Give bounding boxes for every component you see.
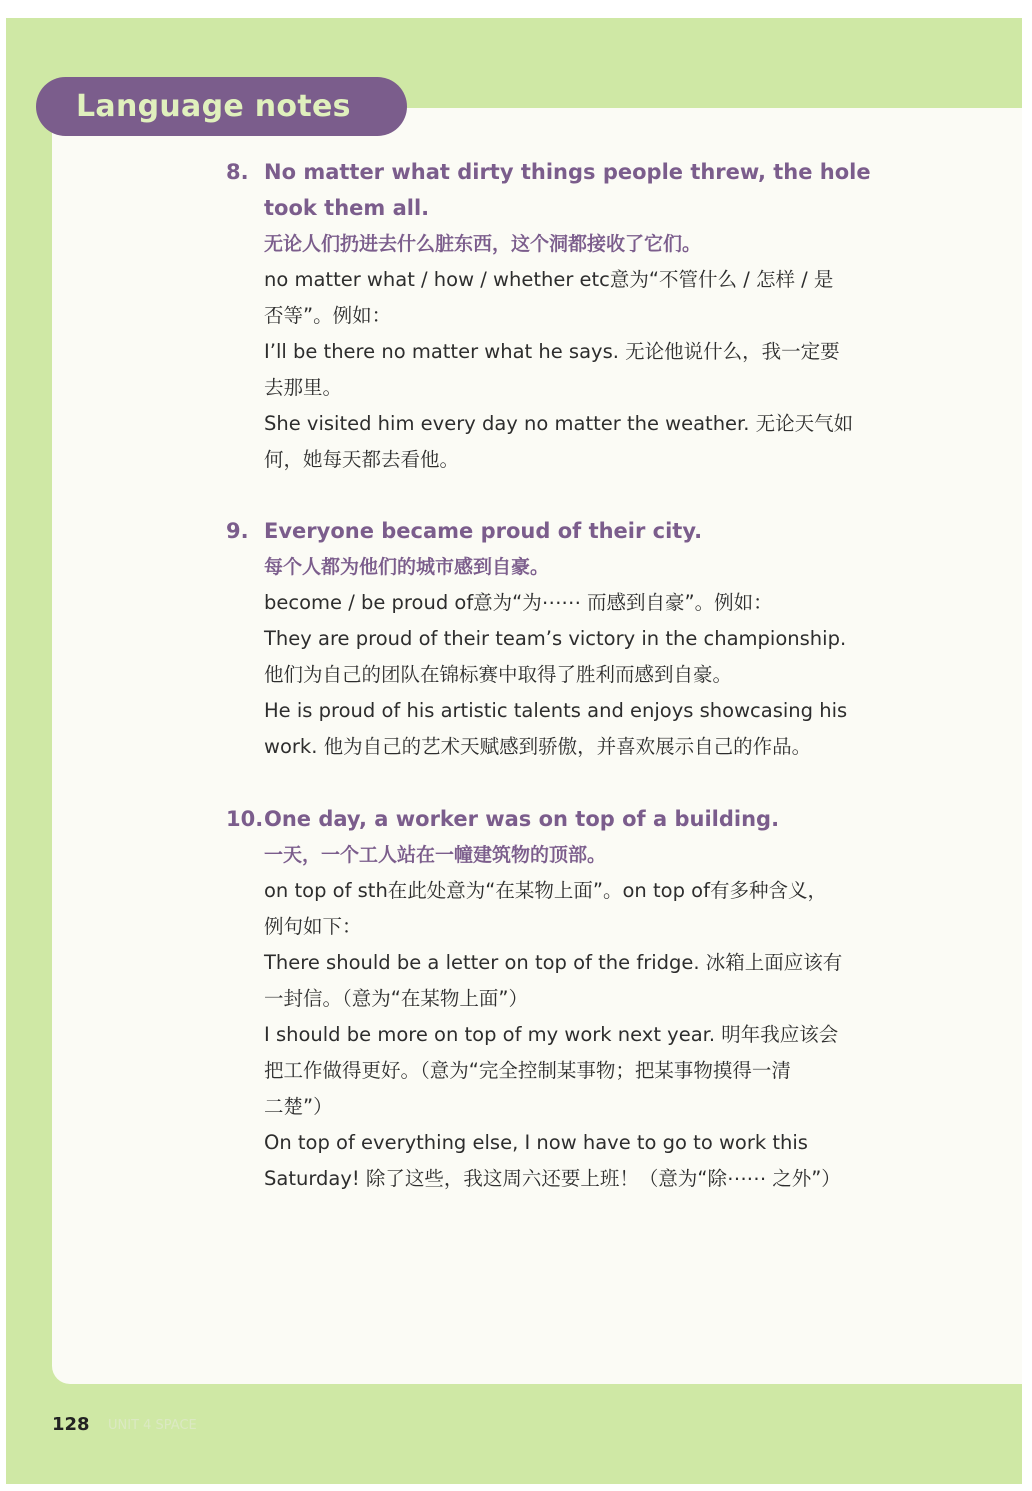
note-text-line: work. 他为自己的艺术天赋感到骄傲，并喜欢展示自己的作品。 [264,735,812,758]
note-text-line: become / be proud of意为“为⋯⋯ 而感到自豪”。例如： [264,591,773,614]
note-text-line: 去那里。 [264,376,343,399]
note-text-line: no matter what / how / whether etc意为“不管什么 / 怎样 / 是 [264,268,834,291]
note-english-heading: No matter what dirty things people threw, the hole [264,160,871,184]
note-number: 9. [226,519,249,543]
note-text-line: 二楚”） [264,1095,333,1118]
note-item-10 [226,801,886,1197]
note-text-line: I’ll be there no matter what he says. 无论他说什么，我一定要 [264,340,840,363]
note-english-heading: One day, a worker was on top of a building. [264,807,780,831]
note-chinese-heading: 每个人都为他们的城市感到自豪。 [264,556,550,578]
note-text-line: On top of everything else, I now have to go to work this [264,1131,808,1154]
note-text-line: 否等”。例如： [264,304,392,327]
note-english-heading: took them all. [264,196,430,220]
note-text-line: 把工作做得更好。（意为“完全控制某事物；把某事物摸得一清 [264,1059,791,1082]
note-text-line: They are proud of their team’s victory in the championship. [264,627,847,650]
note-chinese-heading: 一天，一个工人站在一幢建筑物的顶部。 [264,844,607,866]
section-title: Language notes [76,89,351,124]
footer-unit-label: UNIT 4 SPACE [108,1418,197,1433]
note-text-line: 他们为自己的团队在锦标赛中取得了胜利而感到自豪。 [264,663,733,686]
section-header-banner [36,77,407,136]
note-number: 10. [226,807,264,831]
note-text-line: 例句如下： [264,915,362,938]
note-english-heading: Everyone became proud of their city. [264,519,703,543]
page-number: 128 [52,1414,90,1435]
note-text-line: 一封信。（意为“在某物上面”） [264,987,528,1010]
note-text-line: 何，她每天都去看他。 [264,448,460,471]
note-item-9 [226,513,886,765]
note-chinese-heading: 无论人们扔进去什么脏东西，这个洞都接收了它们。 [264,233,702,255]
note-text-line: Saturday! 除了这些，我这周六还要上班！（意为“除⋯⋯ 之外”） [264,1167,841,1190]
note-text-line: There should be a letter on top of the fridge. 冰箱上面应该有 [264,951,843,974]
note-text-line: He is proud of his artistic talents and enjoys showcasing his [264,699,848,722]
note-item-8 [226,154,886,478]
note-number: 8. [226,160,249,184]
note-text-line: She visited him every day no matter the weather. 无论天气如 [264,412,854,435]
note-text-line: on top of sth在此处意为“在某物上面”。on top of有多种含义， [264,879,827,902]
note-text-line: I should be more on top of my work next year. 明年我应该会 [264,1023,839,1046]
